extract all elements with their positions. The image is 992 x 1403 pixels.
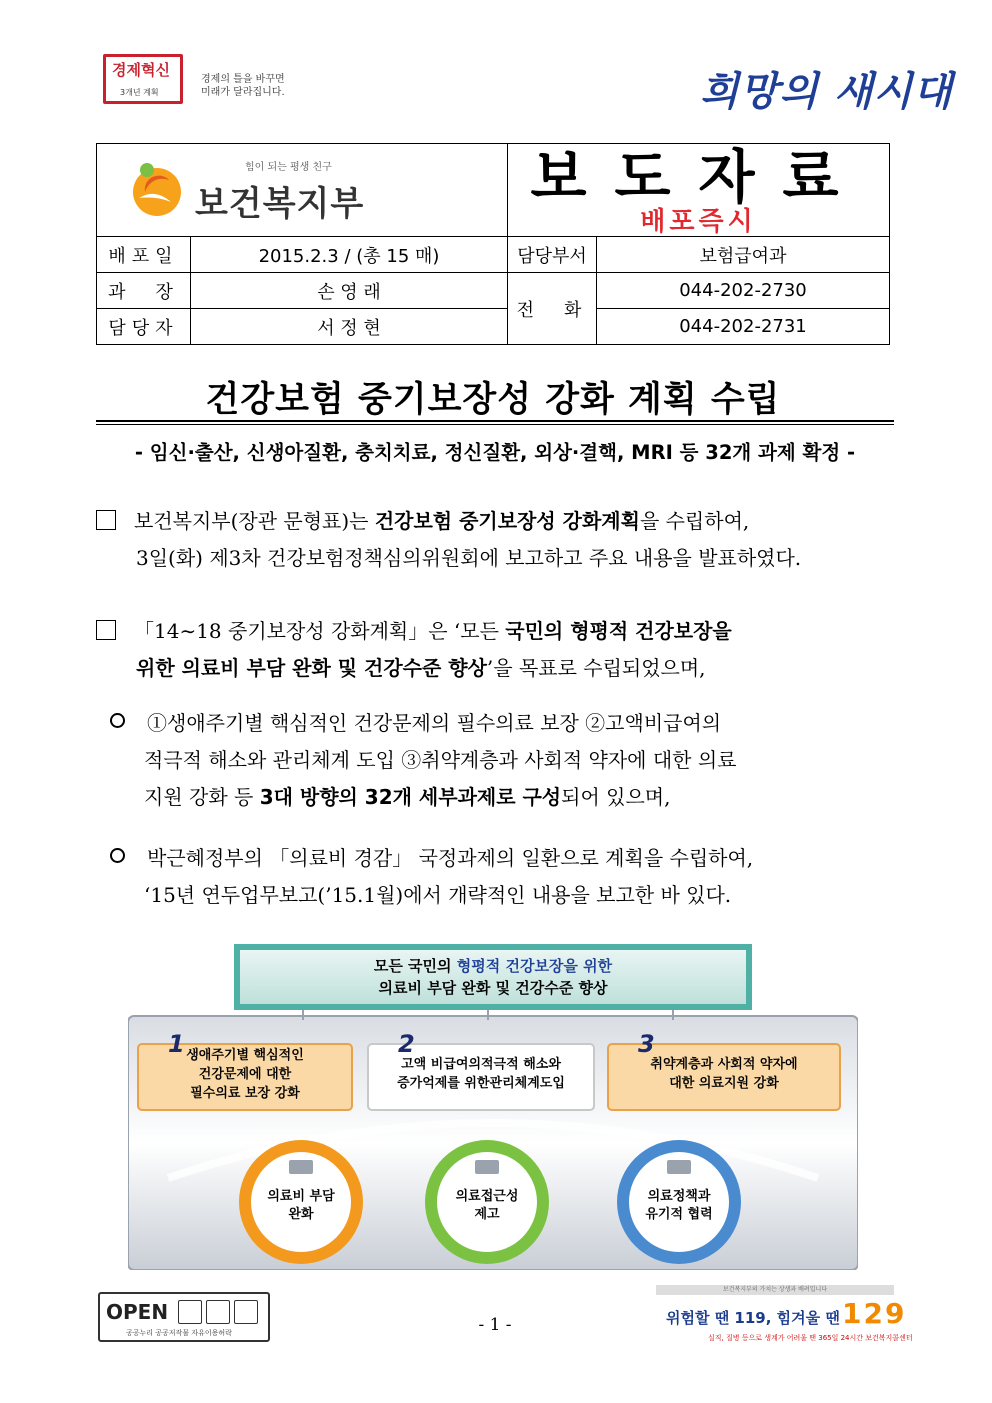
outcome-1 xyxy=(239,1140,363,1264)
phone-value-2: 044-202-2731 xyxy=(597,309,890,345)
non-commercial-icon xyxy=(206,1300,230,1324)
p3-line3-bold: 3대 방향의 32개 세부과제로 구성 xyxy=(259,785,562,809)
p3-line3-c: 되어 있으며, xyxy=(561,785,671,809)
p3-line-1: ①생애주기별 핵심적인 건강문제의 필수의료 보장 ②고액비급여의 xyxy=(147,711,722,735)
direction-text: 고액 비급여의적극적 해소와 xyxy=(401,1057,561,1072)
direction-text: 필수의료 보장 강화 xyxy=(190,1086,300,1101)
title-rule-thin xyxy=(96,424,894,425)
outcome-icon xyxy=(289,1160,313,1174)
direction-number: 3 xyxy=(638,1030,655,1058)
press-title-cell xyxy=(508,144,890,237)
direction-text: 생애주기별 핵심적인 xyxy=(186,1048,304,1063)
release-immediate-label: 배포즉시 xyxy=(640,207,757,237)
reform-logo-title: 경제혁신 xyxy=(112,61,170,79)
date-label: 배포일 xyxy=(97,237,191,273)
outcome-icon xyxy=(475,1160,499,1174)
outcome-3 xyxy=(617,1140,741,1264)
p1-text-bold: 건강보험 중기보장성 강화계획 xyxy=(374,509,640,533)
chief-label: 과 장 xyxy=(97,273,191,309)
checkbox-bullet-icon xyxy=(96,510,116,530)
outcome-text: 의료비 부담 xyxy=(267,1189,335,1204)
no-derivatives-icon xyxy=(234,1300,258,1324)
p4-line-2: ‘15년 연두업무보고(’15.1월)에서 개략적인 내용을 보고한 바 있다. xyxy=(144,883,732,907)
checkbox-bullet-icon xyxy=(96,620,116,640)
economic-reform-logo xyxy=(103,54,183,104)
officer-label: 담당자 xyxy=(97,309,191,345)
p2-text-a: 「14∼18 중기보장성 강화계획」은 ‘모든 xyxy=(134,619,506,643)
officer-value: 서 정 현 xyxy=(191,309,508,345)
paragraph-2 xyxy=(96,613,896,687)
direction-number: 1 xyxy=(168,1030,185,1058)
title-rule xyxy=(96,420,894,422)
article-subtitle: - 임신·출산, 신생아질환, 충치치료, 정신질환, 외상·결핵, MRI 등 32개 과제 확정 - xyxy=(134,441,856,464)
banner-tiny-text: 실직, 질병 등으로 생계가 어려울 땐 365일 24시간 보건복지콜센터 xyxy=(708,1334,913,1342)
ministry-logo-cell xyxy=(97,144,508,237)
goal-line-1: 모든 국민의 형평적 건강보장을 위한 xyxy=(373,957,613,975)
reform-slogan: 경제의 틀을 바꾸면 미래가 달라집니다. xyxy=(201,74,285,98)
circle-bullet-icon xyxy=(110,848,125,863)
direction-number: 2 xyxy=(398,1030,415,1058)
open-logo-text: OPEN xyxy=(106,1300,169,1324)
p1-text-c: 을 수립하여, xyxy=(639,509,750,533)
direction-text: 증가억제를 위한관리체계도입 xyxy=(397,1076,565,1091)
phone-label: 전 화 xyxy=(508,273,597,345)
press-title: 보도자료 xyxy=(530,143,867,211)
outcome-text: 완화 xyxy=(288,1207,314,1222)
outcome-text: 의료접근성 xyxy=(455,1189,519,1204)
article-title: 건강보험 중기보장성 강화 계획 수립 xyxy=(205,380,781,420)
paragraph-3 xyxy=(96,705,896,816)
call-center-banner xyxy=(656,1285,913,1345)
dept-value: 보험급여과 xyxy=(597,237,890,273)
banner-129: 129 xyxy=(842,1297,907,1330)
p2-line2-text: ’을 목표로 수립되었으며, xyxy=(486,656,706,680)
ministry-name: 보건복지부 xyxy=(195,184,365,224)
p1-text-a: 보건복지부(장관 문형표)는 xyxy=(134,509,375,533)
hope-era-logo: 희망의 새시대 xyxy=(700,68,953,115)
page-number: - 1 - xyxy=(478,1315,512,1335)
open-logo-caption: 공공누리 공공저작물 자유이용허락 xyxy=(126,1329,232,1337)
outcome-text: 제고 xyxy=(474,1207,500,1222)
phone-value-1: 044-202-2730 xyxy=(597,273,890,309)
banner-main-text: 위험할 땐 119, 힘겨울 땐 xyxy=(666,1309,840,1327)
outcome-circles xyxy=(239,1140,741,1264)
outcome-2 xyxy=(425,1140,549,1264)
chief-value: 손 영 래 xyxy=(191,273,508,309)
goal-line-2: 의료비 부담 완화 및 건강수준 향상 xyxy=(378,979,608,997)
direction-text: 대한 의료지원 강화 xyxy=(669,1076,779,1091)
outcome-icon xyxy=(667,1160,691,1174)
outcome-text: 의료정책과 xyxy=(647,1189,711,1204)
paragraph-1 xyxy=(96,503,896,577)
kogl-open-license-logo xyxy=(98,1292,270,1342)
press-release-table xyxy=(96,143,890,345)
outcome-text: 유기적 협력 xyxy=(645,1207,713,1222)
dept-label: 담당부서 xyxy=(508,237,597,273)
direction-text: 취약계층과 사회적 약자에 xyxy=(650,1057,798,1072)
banner-top-text: 보건복지부의 가치는 상생과 배려입니다 xyxy=(656,1285,894,1295)
ministry-logo-icon xyxy=(125,158,185,218)
circle-bullet-icon xyxy=(110,713,125,728)
ministry-tagline: 힘이 되는 평생 친구 xyxy=(245,162,332,173)
strategy-diagram xyxy=(128,938,858,1270)
reform-logo-subtitle: 3개년 계획 xyxy=(120,88,159,97)
p1-line-2: 3일(화) 제3차 건강보험정책심의위원회에 보고하고 주요 내용을 발표하였다. xyxy=(136,546,802,570)
paragraph-4 xyxy=(96,840,896,914)
p4-line-1: 박근혜정부의 「의료비 경감」 국정과제의 일환으로 계획을 수립하여, xyxy=(147,846,754,870)
date-value: 2015.2.3 / (총 15 매) xyxy=(191,237,508,273)
p2-text-bold: 국민의 형평적 건강보장을 xyxy=(505,619,732,643)
p3-line3-a: 지원 강화 등 xyxy=(144,785,260,809)
direction-text: 건강문제에 대한 xyxy=(198,1067,292,1082)
p3-line-2: 적극적 해소와 관리체계 도입 ③취약계층과 사회적 약자에 대한 의료 xyxy=(144,748,737,772)
p2-line2-bold: 위한 의료비 부담 완화 및 건강수준 향상 xyxy=(136,656,487,680)
attribution-icon xyxy=(178,1300,202,1324)
